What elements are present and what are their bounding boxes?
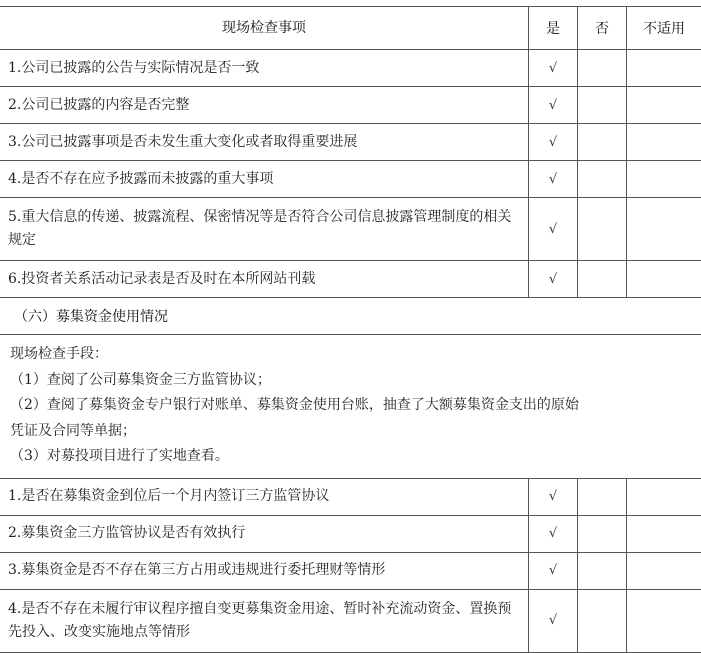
table-row: [0, 516, 701, 553]
method-line: 凭证及合同等单据；: [10, 422, 136, 439]
na-cell: [627, 516, 701, 552]
yes-check: √: [529, 590, 578, 652]
row-text: 1.公司已披露的公告与实际情况是否一致: [0, 50, 529, 86]
no-cell: [578, 516, 627, 552]
row-text: 4.是否不存在未履行审议程序擅自变更募集资金用途、暂时补充流动资金、置换预先投入、改变实施地点等情形: [0, 590, 529, 652]
no-cell: [578, 261, 627, 297]
method-title: 现场检查手段：: [10, 346, 108, 362]
row-text: 3.募集资金是否不存在第三方占用或违规进行委托理财等情形: [0, 553, 529, 589]
header-item: 现场检查事项: [0, 7, 529, 49]
no-cell: [578, 124, 627, 160]
no-cell: [578, 198, 627, 260]
table-row: [0, 50, 701, 87]
na-cell: [627, 590, 701, 652]
yes-check: √: [529, 516, 578, 552]
method-line: （1）查阅了公司募集资金三方监管协议；: [10, 371, 271, 388]
yes-check: √: [529, 124, 578, 160]
method-line: （3）对募投项目进行了实地查看。: [10, 448, 229, 464]
no-cell: [578, 590, 627, 652]
yes-check: √: [529, 198, 578, 260]
header-yes: 是: [529, 7, 578, 49]
na-cell: [627, 124, 701, 160]
yes-check: √: [529, 87, 578, 123]
header-na: 不适用: [643, 21, 685, 37]
table-row: [0, 198, 701, 261]
row-text: 3.公司已披露事项是否未发生重大变化或者取得重要进展: [0, 124, 529, 160]
na-cell: [627, 553, 701, 589]
yes-check: √: [529, 479, 578, 515]
row-text: 1.是否在募集资金到位后一个月内签订三方监管协议: [0, 479, 529, 515]
yes-check: √: [529, 161, 578, 197]
method-line: （2）查阅了募集资金专户银行对账单、募集资金使用台账，抽查了大额募集资金支出的原始: [10, 397, 579, 413]
table-row: [0, 590, 701, 653]
no-cell: [578, 87, 627, 123]
inspection-table: [0, 6, 701, 653]
na-cell: [627, 50, 701, 86]
row-text: 6.投资者关系活动记录表是否及时在本所网站刊载: [0, 261, 529, 297]
na-cell: [627, 198, 701, 260]
section-title: （六）募集资金使用情况: [0, 298, 701, 335]
row-text: 2.公司已披露的内容是否完整: [0, 87, 529, 123]
table-header: [0, 6, 701, 50]
header-no: 否: [578, 7, 627, 49]
no-cell: [578, 553, 627, 589]
na-cell: [627, 87, 701, 123]
yes-check: √: [529, 50, 578, 86]
no-cell: [578, 161, 627, 197]
na-cell: [627, 161, 701, 197]
no-cell: [578, 479, 627, 515]
row-text: 4.是否不存在应予披露而未披露的重大事项: [0, 161, 529, 197]
inspection-method: [0, 335, 701, 479]
table-row: [0, 161, 701, 198]
table-row: [0, 261, 701, 298]
na-cell: [627, 261, 701, 297]
table-row: [0, 553, 701, 590]
yes-check: √: [529, 553, 578, 589]
yes-check: √: [529, 261, 578, 297]
row-text: 5.重大信息的传递、披露流程、保密情况等是否符合公司信息披露管理制度的相关规定: [0, 198, 529, 260]
table-row: [0, 479, 701, 516]
table-row: [0, 124, 701, 161]
na-cell: [627, 479, 701, 515]
no-cell: [578, 50, 627, 86]
table-row: [0, 87, 701, 124]
row-text: 2.募集资金三方监管协议是否有效执行: [0, 516, 529, 552]
